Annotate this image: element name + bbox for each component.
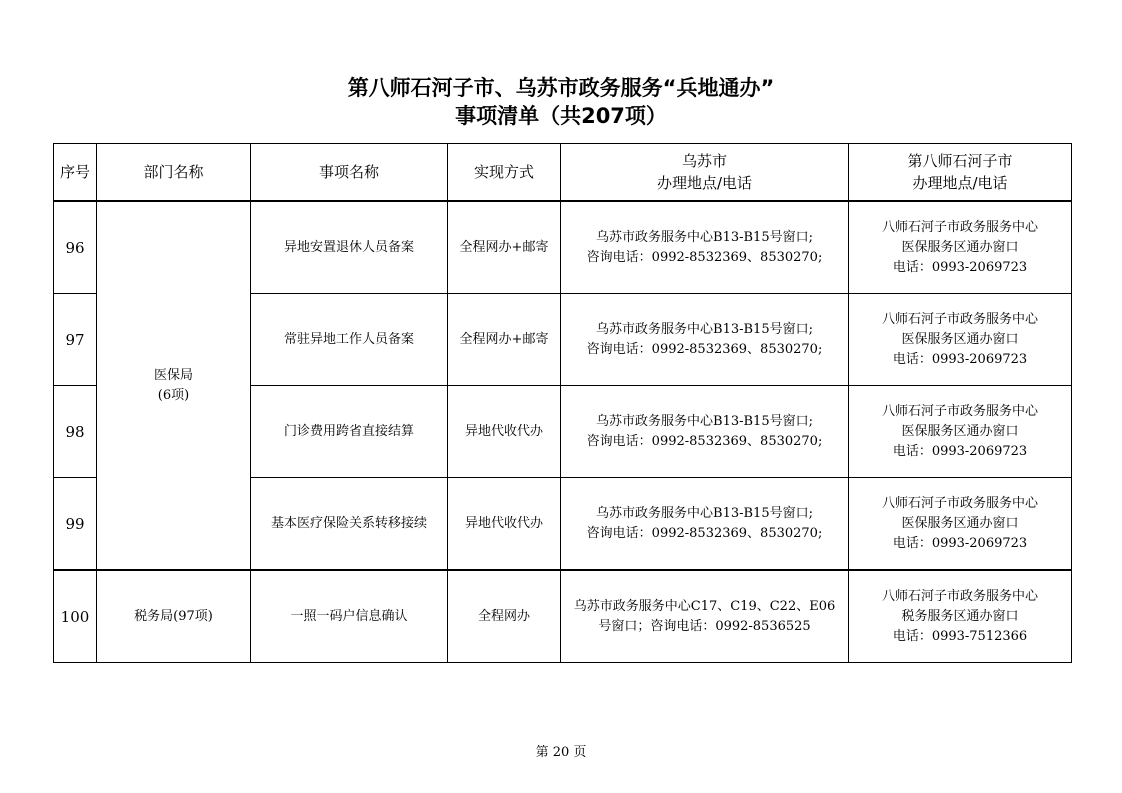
row-seq: 98 xyxy=(54,386,97,478)
row-item: 异地安置退休人员备案 xyxy=(251,201,448,294)
shz-window: 税务服务区通办窗口 xyxy=(901,608,1019,624)
dept-cell-tax: 税务局(97项) xyxy=(97,570,251,663)
items-table xyxy=(53,143,1072,663)
header-method: 实现方式 xyxy=(448,144,561,202)
shz-center: 八师石河子市政务服务中心 xyxy=(881,588,1038,604)
shz-center: 八师石河子市政务服务中心 xyxy=(881,311,1038,327)
wusu-phone: 咨询电话：0992-8532369、8530270; xyxy=(586,249,823,265)
row-wusu-location xyxy=(561,201,849,294)
shz-phone: 电话：0993-7512366 xyxy=(892,628,1028,644)
header-item: 事项名称 xyxy=(251,144,448,202)
shz-phone: 电话：0993-2069723 xyxy=(892,443,1028,459)
shz-window: 医保服务区通办窗口 xyxy=(901,423,1019,439)
wusu-address: 乌苏市政务服务中心B13-B15号窗口; xyxy=(596,229,813,245)
row-item: 基本医疗保险关系转移接续 xyxy=(251,478,448,571)
wusu-phone: 咨询电话：0992-8532369、8530270; xyxy=(586,525,823,541)
table-header-row xyxy=(54,144,1072,202)
row-shz-location xyxy=(849,294,1072,386)
shz-window: 医保服务区通办窗口 xyxy=(901,239,1019,255)
wusu-phone: 号窗口；咨询电话：0992-8536525 xyxy=(598,618,811,634)
page-number: 第 20 页 xyxy=(535,745,587,760)
dept-name: 医保局 xyxy=(153,367,193,383)
document-title-line1: 第八师石河子市、乌苏市政务服务“兵地通办” xyxy=(347,76,775,100)
dept-count: (6项) xyxy=(157,387,190,403)
wusu-phone: 咨询电话：0992-8532369、8530270; xyxy=(586,433,823,449)
row-item: 门诊费用跨省直接结算 xyxy=(251,386,448,478)
row-method: 全程网办+邮寄 xyxy=(448,201,561,294)
row-seq: 96 xyxy=(54,201,97,294)
header-shz-line1: 第八师石河子市 xyxy=(907,152,1013,170)
wusu-address: 乌苏市政务服务中心B13-B15号窗口; xyxy=(596,321,813,337)
shz-phone: 电话：0993-2069723 xyxy=(892,535,1028,551)
row-shz-location xyxy=(849,570,1072,663)
row-seq: 100 xyxy=(54,570,97,663)
wusu-address: 乌苏市政务服务中心C17、C19、C22、E06 xyxy=(573,598,836,614)
shz-phone: 电话：0993-2069723 xyxy=(892,259,1028,275)
row-item: 一照一码户信息确认 xyxy=(251,570,448,663)
wusu-address: 乌苏市政务服务中心B13-B15号窗口; xyxy=(596,505,813,521)
row-wusu-location xyxy=(561,294,849,386)
row-method: 全程网办+邮寄 xyxy=(448,294,561,386)
table-row xyxy=(54,201,1072,294)
row-shz-location xyxy=(849,201,1072,294)
row-wusu-location xyxy=(561,386,849,478)
row-wusu-location xyxy=(561,478,849,571)
header-seq: 序号 xyxy=(54,144,97,202)
header-shz-line2: 办理地点/电话 xyxy=(912,174,1008,192)
wusu-phone: 咨询电话：0992-8532369、8530270; xyxy=(586,341,823,357)
shz-center: 八师石河子市政务服务中心 xyxy=(881,495,1038,511)
table-row xyxy=(54,570,1072,663)
header-wusu-line2: 办理地点/电话 xyxy=(656,174,753,192)
shz-window: 医保服务区通办窗口 xyxy=(901,331,1019,347)
header-shz xyxy=(849,144,1072,202)
wusu-address: 乌苏市政务服务中心B13-B15号窗口; xyxy=(596,413,813,429)
row-method: 全程网办 xyxy=(448,570,561,663)
row-shz-location xyxy=(849,386,1072,478)
row-method: 异地代收代办 xyxy=(448,386,561,478)
shz-phone: 电话：0993-2069723 xyxy=(892,351,1028,367)
row-seq: 99 xyxy=(54,478,97,571)
row-seq: 97 xyxy=(54,294,97,386)
shz-center: 八师石河子市政务服务中心 xyxy=(881,403,1038,419)
row-item: 常驻异地工作人员备案 xyxy=(251,294,448,386)
header-wusu-line1: 乌苏市 xyxy=(681,152,727,170)
dept-cell-medical-insurance xyxy=(97,201,251,570)
header-wusu xyxy=(561,144,849,202)
document-title-line2: 事项清单（共207项） xyxy=(455,104,667,128)
shz-center: 八师石河子市政务服务中心 xyxy=(881,219,1038,235)
row-wusu-location xyxy=(561,570,849,663)
shz-window: 医保服务区通办窗口 xyxy=(901,515,1019,531)
row-method: 异地代收代办 xyxy=(448,478,561,571)
row-shz-location xyxy=(849,478,1072,571)
header-dept: 部门名称 xyxy=(97,144,251,202)
